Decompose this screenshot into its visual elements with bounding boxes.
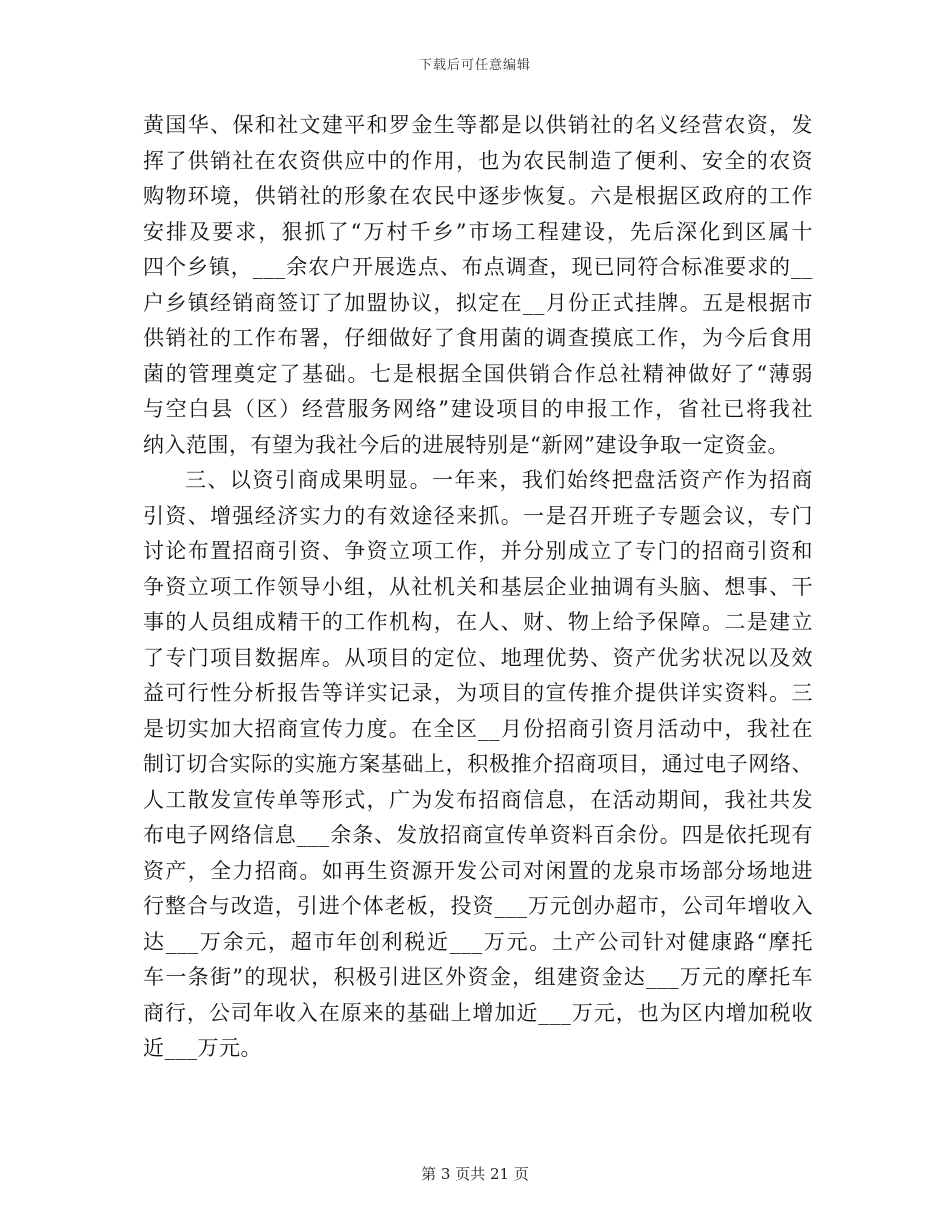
text-line: 讨论布置招商引资、争资立项工作，并分别成立了专门的招商引资和: [143, 539, 813, 563]
text-line: 纳入范围，有望为我社今后的进展特别是“新网”建设争取一定资金。: [143, 432, 789, 457]
text-line: 商行，公司年收入在原来的基础上增加近___万元，也为区内增加税收: [143, 1000, 813, 1025]
document-body: [143, 108, 813, 1067]
text-line: 人工散发宣传单等形式，广为发布招商信息，在活动期间，我社共发: [143, 787, 813, 812]
text-line: 布电子网络信息___余条、发放招商宣传单资料百余份。四是依托现有: [143, 823, 813, 847]
text-line: 与空白县（区）经营服务网络”建设项目的申报工作，省社已将我社: [143, 397, 813, 421]
text-line: 资产，全力招商。如再生资源开发公司对闲置的龙泉市场部分场地进: [143, 858, 813, 883]
text-line: 安排及要求，狠抓了“万村千乡”市场工程建设，先后深化到区属十: [143, 219, 813, 244]
text-line: 达___万余元，超市年创利税近___万元。土产公司针对健康路“摩托: [143, 929, 813, 954]
text-line: 车一条街”的现状，积极引进区外资金，组建资金达___万元的摩托车: [143, 965, 813, 989]
text-line: 事的人员组成精干的工作机构，在人、财、物上给予保障。二是建立: [143, 610, 813, 634]
text-line: 行整合与改造，引进个体老板，投资___万元创办超市，公司年增收入: [143, 894, 813, 918]
text-line: 购物环境，供销社的形象在农民中逐步恢复。六是根据区政府的工作: [143, 184, 813, 208]
text-line: 制订切合实际的实施方案基础上，积极推介招商项目，通过电子网络、: [143, 752, 813, 776]
text-line: 了专门项目数据库。从项目的定位、地理优势、资产优劣状况以及效: [143, 645, 813, 670]
page-number: 第 3 页共 21 页: [421, 1165, 529, 1183]
text-line: 争资立项工作领导小组，从社机关和基层企业抽调有头脑、想事、干: [143, 574, 813, 599]
text-line: 是切实加大招商宣传力度。在全区__月份招商引资月活动中，我社在: [143, 716, 813, 741]
text-line: 挥了供销社在农资供应中的作用，也为农民制造了便利、安全的农资: [143, 148, 813, 173]
text-line: 供销社的工作布署，仔细做好了食用菌的调查摸底工作，为今后食用: [143, 326, 813, 350]
page-header: 下载后可任意编辑: [418, 58, 531, 73]
text-line: 引资、增强经济实力的有效途径来抓。一是召开班子专题会议，专门: [143, 503, 813, 528]
text-line: 菌的管理奠定了基础。七是根据全国供销合作总社精神做好了“薄弱: [143, 361, 813, 386]
text-line: 四个乡镇，___余农户开展选点、布点调查，现已同符合标准要求的__: [143, 255, 813, 279]
text-line: 户乡镇经销商签订了加盟协议，拟定在__月份正式挂牌。五是根据市: [143, 290, 813, 315]
text-line: 近___万元。: [143, 1036, 262, 1060]
text-line: 黄国华、保和社文建平和罗金生等都是以供销社的名义经营农资，发: [143, 113, 813, 137]
paragraph-start-line: 三、以资引商成果明显。一年来，我们始终把盘活资产作为招商: [185, 468, 813, 492]
text-line: 益可行性分析报告等详实记录，为项目的宣传推介提供详实资料。三: [143, 681, 813, 705]
